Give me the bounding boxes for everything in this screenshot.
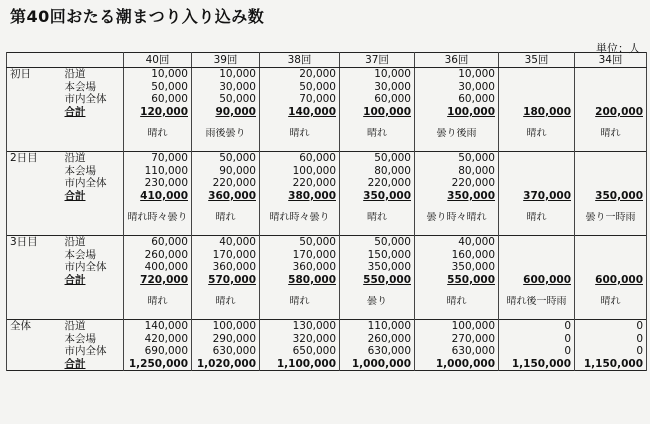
value-cell: 630,000 (415, 345, 499, 358)
spacer-cell (340, 118, 415, 128)
value-cell: 10,000 (124, 68, 192, 81)
total-cell: 120,000 (124, 106, 192, 119)
value-cell: 50,000 (340, 235, 415, 248)
row-label: 市内全体 (62, 345, 124, 358)
section-label: 2日目 (7, 151, 62, 164)
value-cell: 60,000 (260, 151, 340, 164)
value-cell: 650,000 (260, 345, 340, 358)
total-cell: 1,150,000 (499, 358, 575, 371)
value-cell: 50,000 (124, 81, 192, 94)
spacer-cell (124, 141, 192, 152)
spacer-cell (260, 309, 340, 320)
table-row (7, 190, 647, 203)
value-cell: 50,000 (192, 93, 260, 106)
row-label: 市内全体 (62, 177, 124, 190)
spacer-cell (415, 286, 499, 296)
value-cell: 220,000 (260, 177, 340, 190)
value-cell (575, 165, 647, 178)
value-cell: 150,000 (340, 249, 415, 262)
row-label: 合計 (62, 358, 124, 371)
table-row (7, 249, 647, 262)
value-cell: 260,000 (340, 333, 415, 346)
value-cell (499, 68, 575, 81)
value-cell: 350,000 (340, 261, 415, 274)
spacer-cell (7, 141, 62, 152)
weather-cell: 曇り後雨 (415, 128, 499, 141)
value-cell: 320,000 (260, 333, 340, 346)
column-header: 34回 (575, 53, 647, 68)
unit-label: 単位：人 (596, 42, 640, 55)
spacer-cell (499, 225, 575, 236)
value-cell: 60,000 (124, 93, 192, 106)
weather-cell: 晴れ (575, 296, 647, 309)
value-cell: 140,000 (124, 319, 192, 332)
section-label: 初日 (7, 68, 62, 81)
row-label: 沿道 (62, 151, 124, 164)
weather-cell: 晴れ (260, 296, 340, 309)
value-cell: 70,000 (124, 151, 192, 164)
row-label: 本会場 (62, 165, 124, 178)
weather-cell: 曇り時々晴れ (415, 212, 499, 225)
value-cell: 420,000 (124, 333, 192, 346)
total-cell: 600,000 (499, 274, 575, 287)
spacer-cell (340, 225, 415, 236)
value-cell: 360,000 (192, 261, 260, 274)
spacer-cell (415, 309, 499, 320)
value-cell: 80,000 (415, 165, 499, 178)
value-cell: 30,000 (192, 81, 260, 94)
total-cell: 360,000 (192, 190, 260, 203)
total-cell: 580,000 (260, 274, 340, 287)
value-cell: 400,000 (124, 261, 192, 274)
table-row (7, 177, 647, 190)
total-cell: 550,000 (415, 274, 499, 287)
value-cell: 40,000 (415, 235, 499, 248)
total-cell: 1,250,000 (124, 358, 192, 371)
value-cell: 20,000 (260, 68, 340, 81)
total-cell: 380,000 (260, 190, 340, 203)
row-label: 沿道 (62, 68, 124, 81)
spacer-cell (260, 118, 340, 128)
weather-cell: 晴れ (192, 212, 260, 225)
section-label (7, 333, 62, 346)
total-cell: 1,000,000 (340, 358, 415, 371)
table-row (7, 358, 647, 371)
total-cell: 140,000 (260, 106, 340, 119)
value-cell (575, 235, 647, 248)
value-cell: 70,000 (260, 93, 340, 106)
value-cell: 630,000 (340, 345, 415, 358)
weather-cell: 晴れ (192, 296, 260, 309)
value-cell: 50,000 (340, 151, 415, 164)
value-cell (499, 235, 575, 248)
section-label (7, 261, 62, 274)
section-label (7, 177, 62, 190)
spacer-cell (415, 225, 499, 236)
value-cell: 30,000 (415, 81, 499, 94)
row-label: 本会場 (62, 249, 124, 262)
value-cell: 360,000 (260, 261, 340, 274)
weather-cell: 晴れ (575, 128, 647, 141)
value-cell (499, 93, 575, 106)
spacer-cell (499, 286, 575, 296)
row-label: 沿道 (62, 319, 124, 332)
value-cell: 0 (575, 333, 647, 346)
value-cell: 50,000 (260, 81, 340, 94)
spacer-cell (415, 202, 499, 212)
spacer-cell (260, 286, 340, 296)
weather-cell: 晴れ (260, 128, 340, 141)
value-cell: 170,000 (192, 249, 260, 262)
section-label: 3日目 (7, 235, 62, 248)
spacer-cell (7, 225, 62, 236)
section-label (7, 249, 62, 262)
value-cell: 100,000 (415, 319, 499, 332)
section-label (7, 81, 62, 94)
weather-cell: 晴れ (340, 212, 415, 225)
spacer-cell (575, 202, 647, 212)
spacer-cell (192, 202, 260, 212)
value-cell: 220,000 (340, 177, 415, 190)
weather-row (7, 212, 647, 225)
spacer-cell (124, 118, 192, 128)
table-row (7, 93, 647, 106)
spacer-cell (7, 202, 62, 212)
value-cell (499, 81, 575, 94)
weather-cell: 曇り (340, 296, 415, 309)
spacer-cell (62, 225, 124, 236)
spacer-cell (575, 225, 647, 236)
value-cell: 260,000 (124, 249, 192, 262)
value-cell (575, 93, 647, 106)
value-cell: 60,000 (340, 93, 415, 106)
value-cell: 110,000 (124, 165, 192, 178)
value-cell: 60,000 (415, 93, 499, 106)
total-cell: 720,000 (124, 274, 192, 287)
row-label: 合計 (62, 190, 124, 203)
value-cell: 10,000 (415, 68, 499, 81)
value-cell (499, 151, 575, 164)
value-cell: 100,000 (192, 319, 260, 332)
weather-cell: 晴れ時々曇り (260, 212, 340, 225)
spacer-cell (62, 118, 124, 128)
spacer-cell (7, 286, 62, 296)
spacer-row (7, 141, 647, 152)
table-row (7, 81, 647, 94)
spacer-cell (415, 118, 499, 128)
spacer-row (7, 286, 647, 296)
spacer-cell (7, 309, 62, 320)
section-label: 全体 (7, 319, 62, 332)
value-cell (575, 249, 647, 262)
value-cell: 220,000 (192, 177, 260, 190)
value-cell: 50,000 (260, 235, 340, 248)
total-cell: 1,020,000 (192, 358, 260, 371)
spacer-cell (575, 141, 647, 152)
section-label (7, 345, 62, 358)
value-cell (575, 81, 647, 94)
spacer-cell (192, 141, 260, 152)
value-cell: 60,000 (124, 235, 192, 248)
spacer-cell (575, 309, 647, 320)
weather-blank (7, 212, 62, 225)
column-header: 40回 (124, 53, 192, 68)
total-cell: 350,000 (575, 190, 647, 203)
table-row (7, 151, 647, 164)
value-cell: 290,000 (192, 333, 260, 346)
column-header: 37回 (340, 53, 415, 68)
total-cell: 90,000 (192, 106, 260, 119)
table-row (7, 235, 647, 248)
weather-cell: 曇り一時雨 (575, 212, 647, 225)
spacer-cell (192, 309, 260, 320)
value-cell: 50,000 (192, 151, 260, 164)
row-label: 市内全体 (62, 261, 124, 274)
value-cell: 230,000 (124, 177, 192, 190)
spacer-cell (192, 118, 260, 128)
weather-cell: 晴れ時々曇り (124, 212, 192, 225)
weather-cell: 晴れ後一時雨 (499, 296, 575, 309)
weather-cell: 晴れ (499, 128, 575, 141)
table-row (7, 165, 647, 178)
spacer-cell (192, 225, 260, 236)
total-cell: 1,000,000 (415, 358, 499, 371)
row-label: 沿道 (62, 235, 124, 248)
row-label: 市内全体 (62, 93, 124, 106)
weather-cell: 晴れ (124, 296, 192, 309)
spacer-cell (340, 309, 415, 320)
spacer-row (7, 225, 647, 236)
table-row (7, 345, 647, 358)
total-cell: 100,000 (415, 106, 499, 119)
spacer-cell (62, 141, 124, 152)
weather-blank (7, 128, 62, 141)
spacer-cell (260, 225, 340, 236)
value-cell (499, 177, 575, 190)
total-cell: 570,000 (192, 274, 260, 287)
value-cell: 170,000 (260, 249, 340, 262)
weather-blank (7, 296, 62, 309)
weather-cell: 晴れ (415, 296, 499, 309)
spacer-cell (499, 309, 575, 320)
spacer-cell (499, 141, 575, 152)
total-cell: 550,000 (340, 274, 415, 287)
spacer-row (7, 309, 647, 320)
weather-row (7, 128, 647, 141)
total-cell: 1,100,000 (260, 358, 340, 371)
value-cell: 220,000 (415, 177, 499, 190)
value-cell (575, 261, 647, 274)
row-label: 本会場 (62, 81, 124, 94)
value-cell: 690,000 (124, 345, 192, 358)
table-row (7, 106, 647, 119)
spacer-cell (260, 141, 340, 152)
spacer-cell (340, 141, 415, 152)
column-header: 35回 (499, 53, 575, 68)
column-header: 36回 (415, 53, 499, 68)
spacer-cell (124, 309, 192, 320)
value-cell: 100,000 (260, 165, 340, 178)
value-cell: 10,000 (192, 68, 260, 81)
spacer-cell (192, 286, 260, 296)
row-label: 本会場 (62, 333, 124, 346)
weather-blank (62, 296, 124, 309)
spacer-cell (7, 118, 62, 128)
weather-blank (62, 212, 124, 225)
weather-cell: 晴れ (340, 128, 415, 141)
section-label (7, 106, 62, 119)
value-cell (575, 68, 647, 81)
table-row (7, 68, 647, 81)
total-cell: 180,000 (499, 106, 575, 119)
row-label: 合計 (62, 106, 124, 119)
value-cell: 90,000 (192, 165, 260, 178)
total-cell: 410,000 (124, 190, 192, 203)
spacer-cell (124, 286, 192, 296)
header-blank (62, 53, 124, 68)
value-cell: 0 (499, 345, 575, 358)
spacer-cell (340, 202, 415, 212)
value-cell: 110,000 (340, 319, 415, 332)
total-cell: 350,000 (340, 190, 415, 203)
spacer-cell (415, 141, 499, 152)
weather-cell: 雨後曇り (192, 128, 260, 141)
spacer-cell (575, 286, 647, 296)
weather-row (7, 296, 647, 309)
weather-cell: 晴れ (124, 128, 192, 141)
spacer-cell (340, 286, 415, 296)
value-cell: 350,000 (415, 261, 499, 274)
value-cell (575, 151, 647, 164)
spacer-cell (62, 286, 124, 296)
value-cell: 0 (575, 319, 647, 332)
table-row (7, 333, 647, 346)
table-row (7, 261, 647, 274)
spacer-cell (575, 118, 647, 128)
spacer-cell (62, 309, 124, 320)
value-cell (499, 165, 575, 178)
total-cell: 200,000 (575, 106, 647, 119)
weather-cell: 晴れ (499, 212, 575, 225)
value-cell: 0 (499, 319, 575, 332)
value-cell: 30,000 (340, 81, 415, 94)
row-label: 合計 (62, 274, 124, 287)
value-cell (499, 261, 575, 274)
spacer-row (7, 202, 647, 212)
column-header: 39回 (192, 53, 260, 68)
section-label (7, 190, 62, 203)
value-cell: 0 (499, 333, 575, 346)
total-cell: 350,000 (415, 190, 499, 203)
table-row (7, 274, 647, 287)
page-title: 第40回おたる潮まつり入り込み数 (10, 7, 265, 26)
spacer-cell (124, 225, 192, 236)
weather-blank (62, 128, 124, 141)
section-label (7, 274, 62, 287)
value-cell: 10,000 (340, 68, 415, 81)
value-cell (499, 249, 575, 262)
column-header: 38回 (260, 53, 340, 68)
section-label (7, 93, 62, 106)
value-cell: 270,000 (415, 333, 499, 346)
header-blank (7, 53, 62, 68)
value-cell (575, 177, 647, 190)
total-cell: 370,000 (499, 190, 575, 203)
total-cell: 100,000 (340, 106, 415, 119)
spacer-cell (260, 202, 340, 212)
spacer-cell (499, 202, 575, 212)
value-cell: 0 (575, 345, 647, 358)
section-label (7, 165, 62, 178)
spacer-cell (499, 118, 575, 128)
value-cell: 50,000 (415, 151, 499, 164)
value-cell: 160,000 (415, 249, 499, 262)
value-cell: 80,000 (340, 165, 415, 178)
value-cell: 630,000 (192, 345, 260, 358)
spacer-cell (124, 202, 192, 212)
total-cell: 600,000 (575, 274, 647, 287)
spacer-cell (62, 202, 124, 212)
header-row (7, 53, 647, 68)
attendance-table (6, 52, 647, 371)
value-cell: 40,000 (192, 235, 260, 248)
value-cell: 130,000 (260, 319, 340, 332)
table-row (7, 319, 647, 332)
section-label (7, 358, 62, 371)
spacer-row (7, 118, 647, 128)
total-cell: 1,150,000 (575, 358, 647, 371)
